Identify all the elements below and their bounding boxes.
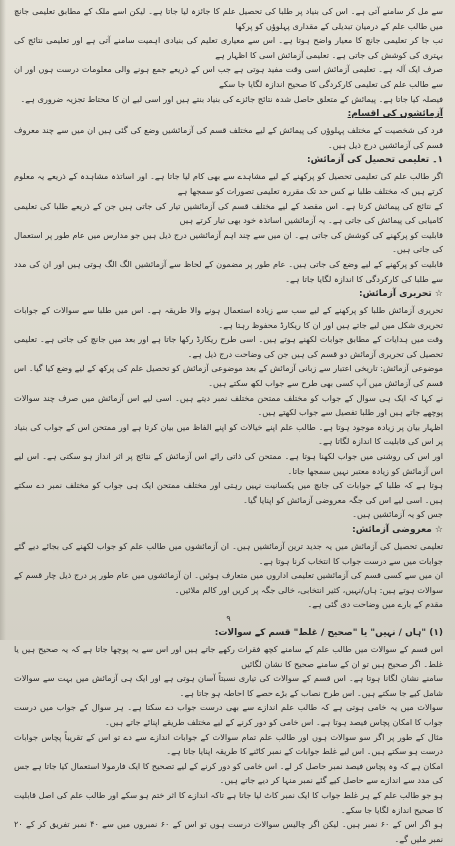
body-paragraph: کے نتائج کی پیمائش کرتا ہے۔ اس مقصد کے لیے مختلف قسم کی آزمائشیں تیار کی جاتی ہیں جن کے ذریعے طلبا کی تعلیمی کامیابی کی پیمائش کی جاتی ہے۔ یہ آزمائشیں اساتذہ خود بھی تیار کرتے ہیں	[14, 200, 443, 226]
body-paragraph: تب جا کر تعلیمی جانچ کا معیار واضح ہوتا ہے۔ اس سے معیاری تعلیم کی بنیادی اہمیت سامنے آتی ہے اور تعلیمی نتائج کی بہتری کی کوشش کی جاتی ہے۔ تعلیمی آزمائش اسی کا اظہار ہے	[14, 35, 443, 60]
section-heading: ☆ تحریری آزمائش:	[359, 289, 443, 300]
body-paragraph: جس کو یہ آزمائشیں ہیں۔	[352, 509, 443, 520]
body-paragraph: تحریری آزمائش طلبا کو پرکھنے کے لیے سب سے زیادہ استعمال ہونے والا طریقہ ہے۔ اس میں طلبا سے سوالات کے جوابات تحریری شکل میں لیے جاتے ہیں اور ان کا ریکارڈ محفوظ رہتا ہے۔	[14, 305, 443, 330]
body-paragraph: سامنے نشان لگانا ہوتا ہے۔ اس قسم کے سوالات کی تیاری نسبتاً آسان ہوتی ہے اور ایک ہی آزمائش میں بہت سے سوالات شامل کیے جا سکتے ہیں۔ اس طرح نصاب کے بڑے حصے کا احاطہ ہو جاتا ہے۔	[14, 673, 443, 698]
body-paragraph: امکان ہے کہ وہ پچاس فیصد نمبر حاصل کر لے۔ اس خامی کو دور کرنے کے لیے تصحیح کا ایک فارمولا استعمال کیا جاتا ہے جس کی مدد سے اندازے سے حاصل کیے گئے نمبر منہا کر دیے جاتے ہیں۔	[14, 760, 443, 786]
section-heading: ☆ معروضی آزمائش:	[352, 525, 443, 535]
body-paragraph: نے کہا کہ ایک ہی سوال کے جواب کو مختلف ممتحن مختلف نمبر دیتے ہیں۔ اسی لیے اس آزمائش میں صرف چند سوالات پوچھے جاتے ہیں اور طلبا تفصیل سے جواب لکھتے ہیں۔	[14, 392, 443, 418]
body-paragraph: قابلیت کو پرکھنے کے لیے وضع کی جاتی ہیں۔ عام طور پر مضمون کے لحاظ سے آزمائشیں الگ الگ ہوتی ہیں اور ان کی مدد سے طلبا کی کارکردگی کا اندازہ لگایا جاتا ہے۔	[14, 258, 443, 284]
body-paragraph: ہو اگر اس کے ۶۰ نمبر ہیں۔ لیکن اگر چالیس سوالات درست ہوں تو اس کے ۶۰ نمبروں میں سے ۴۰ نمبر تفریق کر کے ۲۰ نمبر ملیں گے۔	[14, 819, 444, 844]
body-paragraph: اگر طالب علم کی تعلیمی تحصیل کو پرکھنے کے لیے مشاہدے سے بھی کام لیا جاتا ہے۔ اور اساتذہ مشاہدہ کے ذریعے یہ معلوم کرتے ہیں کہ مختلف طلبا نے کس حد تک مقررہ تعلیمی تصورات کو سمجھا ہے	[14, 171, 443, 196]
body-paragraph: صرف ایک آلہ ہے۔ تعلیمی آزمائش اسی وقت مفید ہوتی ہے جب اس کے ذریعے جمع ہونے والی معلومات درست ہوں اور ان سے طالب علم کی تعلیمی کارکردگی کا صحیح اندازہ لگایا جا سکے	[14, 64, 443, 89]
body-paragraph: فیصلہ کیا جاتا ہے۔ پیمائش کے متعلق حاصل شدہ نتائج جائزے کی بنیاد بنتے ہیں اور اسی لیے ان کا محتاط تجزیہ ضروری ہے۔	[20, 93, 443, 104]
body-paragraph: ہوتا ہے کہ طلبا کے جوابات کی جانچ میں یکسانیت نہیں رہتی اور مختلف ممتحن ایک ہی جواب کو مختلف نمبر دے سکتے ہیں۔ اسی لیے اس کی جگہ معروضی آزمائش کو اپنایا گیا۔	[14, 480, 443, 505]
body-paragraph: فرد کی شخصیت کے مختلف پہلوؤں کی پیمائش کے لیے مختلف قسم کی آزمائشیں وضع کی گئی ہیں ان میں سے چند معروف قسم کی آزمائشیں درج ذیل ہیں۔	[14, 125, 443, 150]
body-paragraph: تعلیمی تحصیل کی آزمائش میں یہ جدید ترین آزمائشیں ہیں۔ ان آزمائشوں میں طالب علم کو جواب لکھنے کی بجائے دیے گئے جوابات میں سے درست جواب کا انتخاب کرنا ہوتا ہے۔	[14, 541, 443, 566]
body-paragraph: مثال کے طور پر اگر سو سوالات ہوں اور طالب علم تمام سوالات کے جوابات اندازے سے دے تو اس کے تقریباً پچاس جوابات درست ہو سکتے ہیں۔ اس لیے غلط جوابات کے نمبر کاٹنے کا طریقہ اپنایا جاتا ہے۔	[14, 731, 443, 757]
body-paragraph: سوالات میں یہ خامی ہوتی ہے کہ طالب علم اندازے سے بھی درست جواب دے سکتا ہے۔ ہر سوال کے جواب میں درست جواب کا امکان پچاس فیصد ہوتا ہے۔ اس خامی کو دور کرنے کے لیے مختلف طریقے اپنائے جاتے ہیں۔	[14, 702, 443, 727]
page-edge-shadow	[0, 0, 6, 640]
document-body	[14, 4, 444, 844]
body-paragraph: وقت میں ہدایات کے مطابق جوابات لکھنے ہوتے ہیں۔ اسی طرح ریکارڈ رکھا جاتا ہے اور بعد میں جانچ کی جاتی ہے۔ تعلیمی تحصیل کی تحریری آزمائش دو قسم کی ہیں جن کی وضاحت درج ذیل ہے۔	[14, 334, 443, 359]
section-heading: (۱) "ہاں / نہیں" یا "صحیح / غلط" قسم کے سوالات:	[214, 627, 443, 638]
body-paragraph: اس قسم کے سوالات میں طالب علم کے سامنے کچھ فقرات رکھے جاتے ہیں اور اس سے یہ پوچھا جاتا ہے کہ یہ صحیح ہیں یا غلط۔ اگر صحیح ہیں تو ان کے سامنے صحیح کا نشان لگائیں	[14, 643, 443, 669]
body-paragraph: قابلیت کو پرکھنے کی کوشش کی جاتی ہے۔ ان میں سے چند اہم آزمائشیں درج ذیل ہیں جو مدارس میں عام طور پر استعمال کی جاتی ہیں۔	[14, 229, 443, 255]
body-paragraph: ان میں سے کسی قسم کی آزمائشیں تعلیمی اداروں میں متعارف ہوئیں۔ ان آزمائشوں میں عام طور پر درج ذیل چار قسم کے سوالات ہوتے ہیں: ہاں/نہیں، کثیر انتخابی، خالی جگہ پر کریں اور کالم ملائیں۔	[14, 570, 443, 595]
body-paragraph: موضوعی آزمائش: تاریخی اعتبار سے زبانی آزمائش کے بعد موضوعی آزمائش کو تحصیل علم کی پرکھ کے لیے وضع کیا گیا۔ اس قسم کی آزمائش میں آپ کسی بھی طرح سے جواب لکھ سکتے ہیں۔	[14, 363, 443, 389]
body-paragraph: اور اس کی روشنی میں جواب لکھنا ہوتا ہے۔ ممتحن کی ذاتی رائے اس آزمائش کے نتائج پر اثر انداز ہو سکتی ہے۔ اس لیے اس آزمائش کو زیادہ معتبر نہیں سمجھا جاتا۔	[14, 451, 443, 476]
body-paragraph: اظہار بیان پر زیادہ موجود ہوتا ہے۔ طالب علم اپنے خیالات کو اپنے الفاظ میں بیان کرتا ہے اور ممتحن اس کے جواب کی بنیاد پر اس کی قابلیت کا اندازہ لگاتا ہے۔	[14, 421, 443, 447]
body-paragraph: مقدم کے بارے میں وضاحت دی گئی ہے۔	[307, 599, 443, 610]
body-paragraph: سے مل کر سامنے آتی ہے۔ اس کی بنیاد پر طلبا کی تحصیل علم کا جائزہ لیا جاتا ہے۔ لیکن اسے ملک کے مطابق تعلیمی جانچ میں طالب علم کے درمیان تبدیلی کے مقداری پہلوؤں کو پرکھا	[14, 6, 443, 31]
page-number: ۹	[226, 613, 231, 623]
section-heading: آزمائشوں کی اقسام:	[347, 109, 443, 120]
section-heading: ۱۔ تعلیمی تحصیل کی آزمائش:	[307, 155, 443, 166]
body-paragraph: ہو جو طالب علم کے ہر غلط جواب کا ایک نمبر کاٹ لیا جاتا ہے تاکہ اندازے کا اثر ختم ہو سکے اور طالب علم کی اصل قابلیت کا صحیح اندازہ لگایا جا سکے۔	[14, 789, 443, 815]
